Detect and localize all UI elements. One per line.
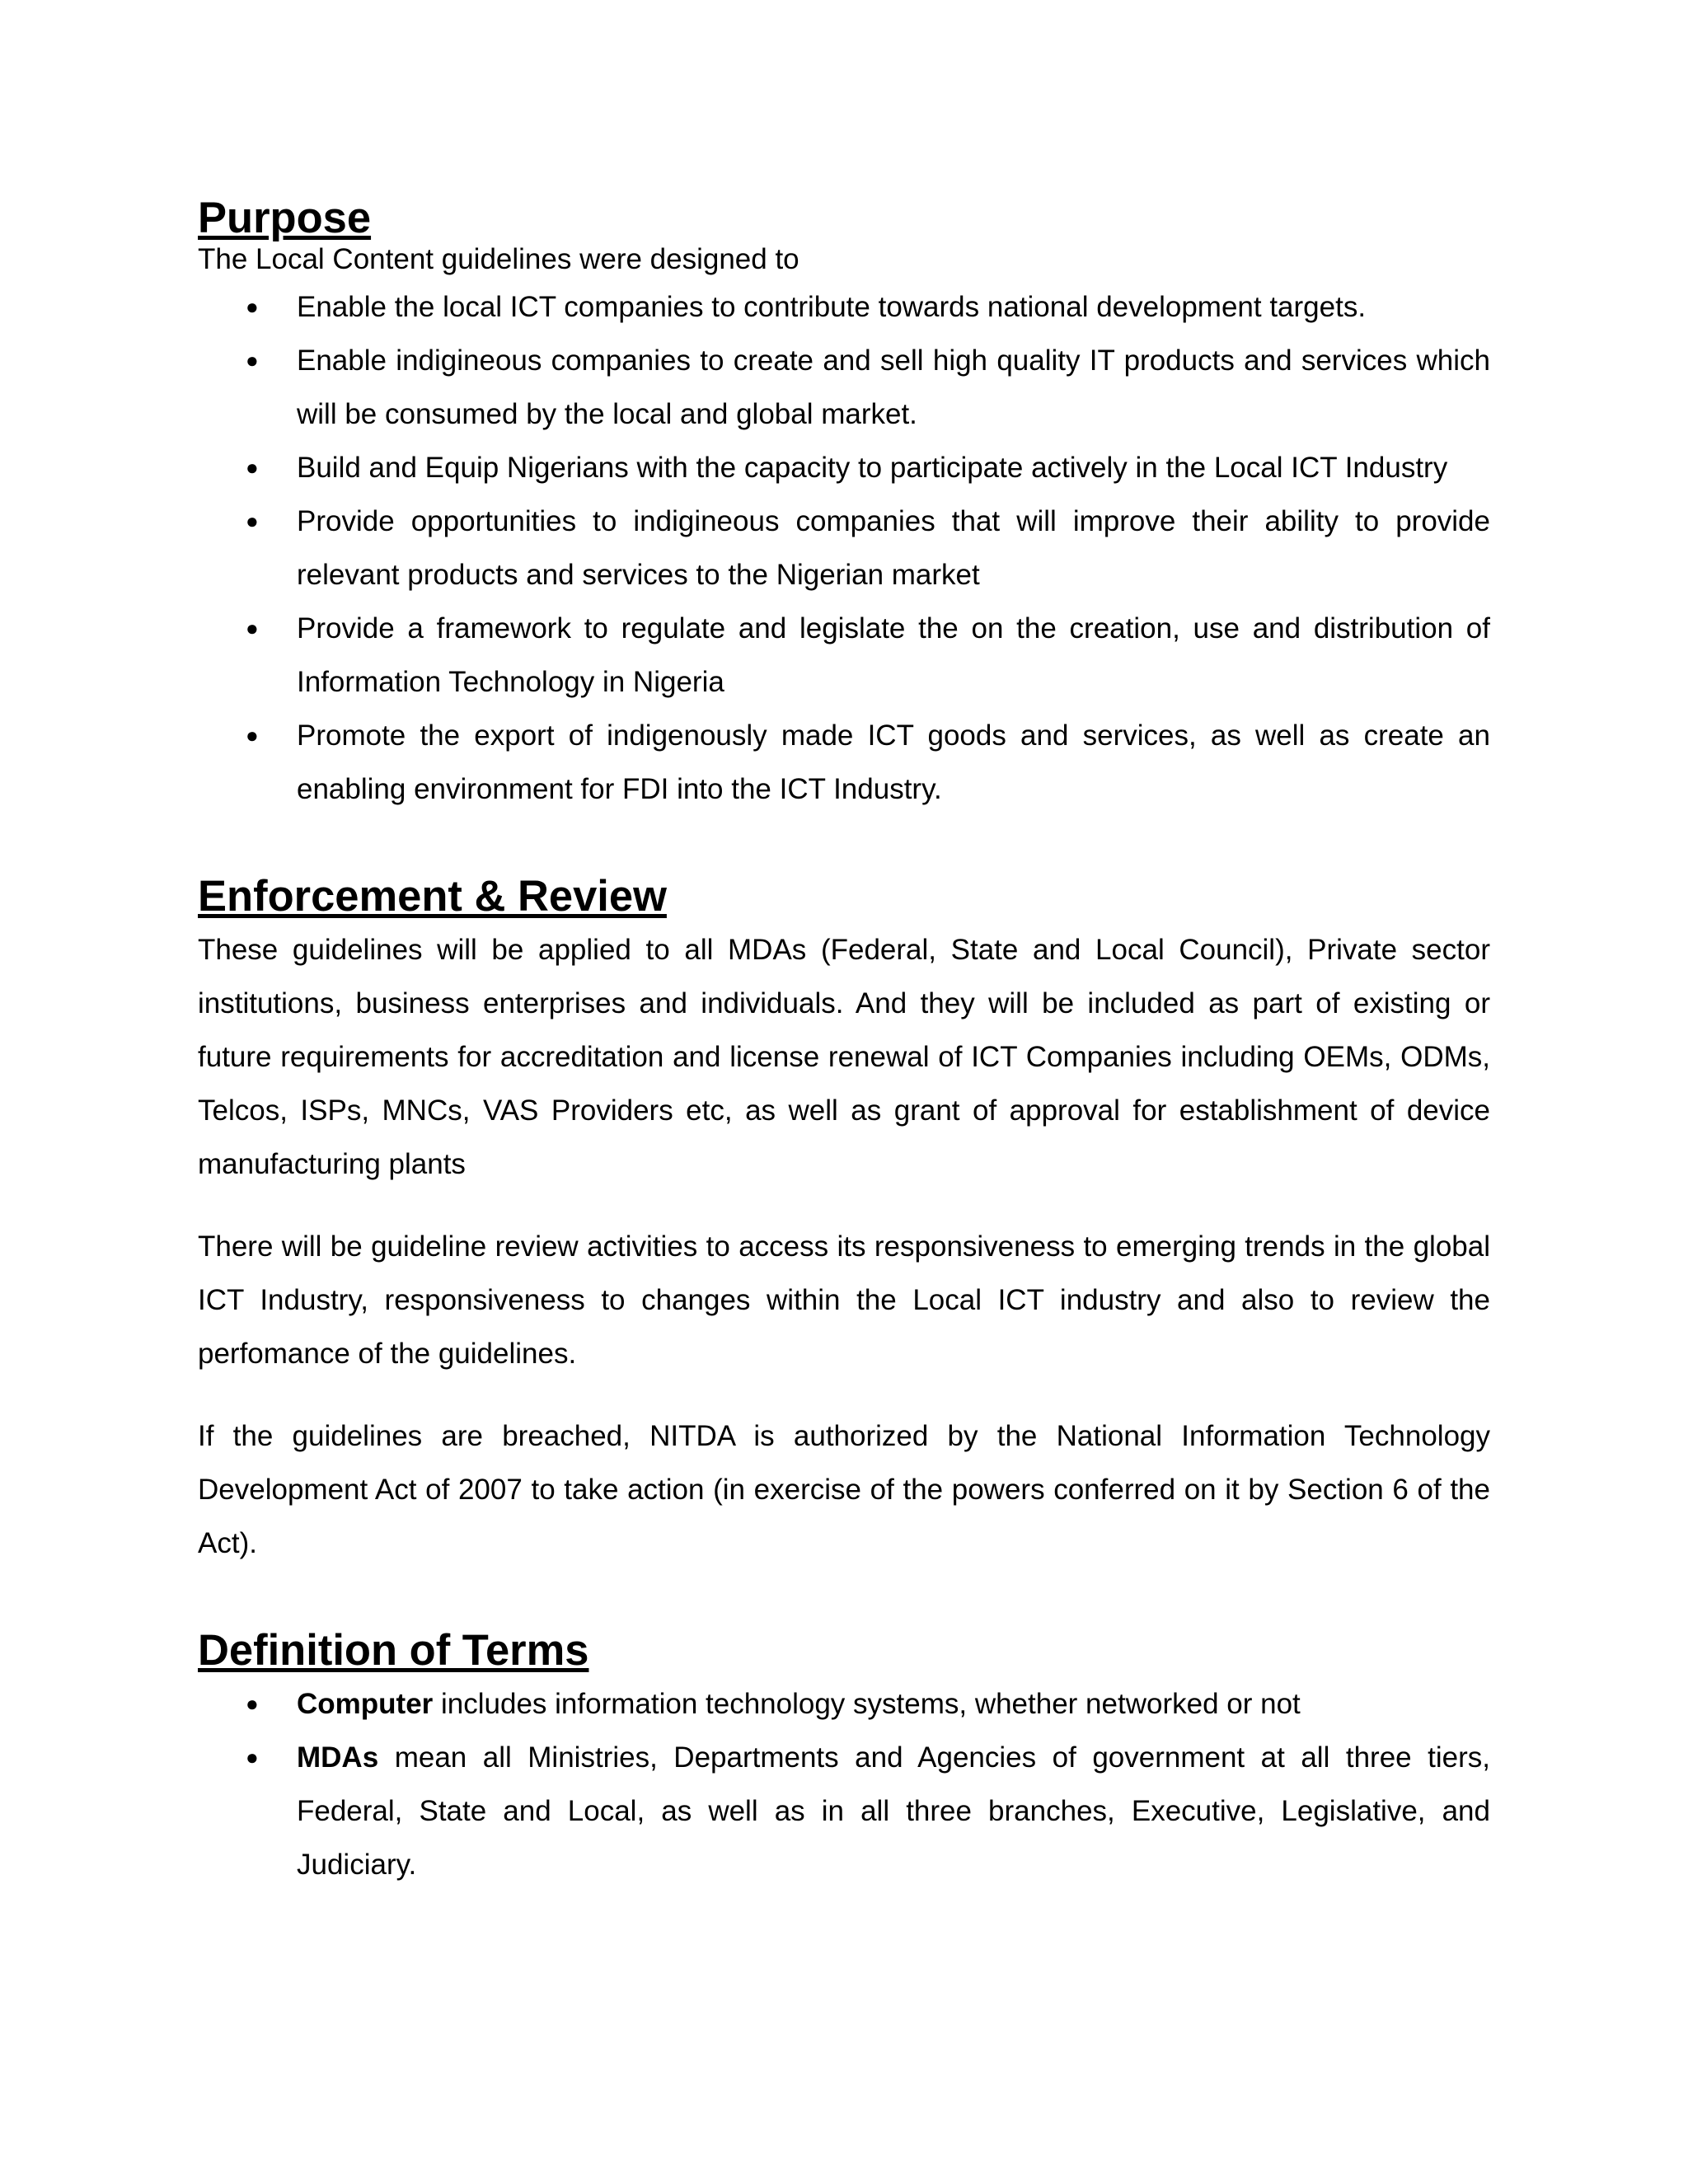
section-spacer: [198, 1570, 1490, 1624]
definitions-section: [198, 1624, 1490, 1891]
enforcement-heading: Enforcement & Review: [198, 872, 667, 921]
paragraph-spacer: [198, 1191, 1490, 1220]
bullet-icon: ●: [246, 723, 259, 748]
definitions-heading: Definition of Terms: [198, 1626, 589, 1675]
list-item: [198, 334, 1490, 441]
bullet-icon: ●: [246, 348, 259, 373]
list-item: [198, 709, 1490, 816]
list-item: [198, 441, 1490, 494]
bullet-icon: ●: [246, 616, 259, 640]
bullet-icon: ●: [246, 455, 259, 480]
bullet-icon: ●: [246, 294, 259, 319]
list-item: [198, 1677, 1490, 1731]
bullet-icon: ●: [246, 1691, 259, 1716]
purpose-heading: Purpose: [198, 194, 372, 242]
bullet-icon: ●: [246, 509, 259, 533]
list-item-text: Build and Equip Nigerians with the capacity to participate actively in the Local ICT Industry: [297, 452, 1448, 484]
definitions-list: [198, 1677, 1490, 1891]
purpose-list: [198, 280, 1490, 816]
enforcement-paragraph-2: There will be guideline review activities to access its responsiveness to emerging trends in the global ICT Industry, responsiveness to changes within the Local ICT industry and also to review the perfomance of the guidelines.: [198, 1230, 1490, 1370]
list-item: [198, 1731, 1490, 1891]
section-spacer: [198, 816, 1490, 869]
paragraph-spacer: [198, 1380, 1490, 1409]
definition-term: Computer: [297, 1688, 434, 1720]
list-item-text: Provide opportunities to indigineous companies that will improve their ability to provide relevant products and services to the Nigerian market: [297, 505, 1490, 591]
definition-text: includes information technology systems, whether networked or not: [433, 1688, 1301, 1720]
definition-term: MDAs: [297, 1741, 379, 1774]
definition-text: mean all Ministries, Departments and Agencies of government at all three tiers, Federal, State and Local, as well as in all three branches, Executive, Legislative, and Judiciary.: [297, 1741, 1490, 1881]
bullet-icon: ●: [246, 1745, 259, 1769]
purpose-section: [198, 194, 1490, 816]
list-item-text: Provide a framework to regulate and legislate the on the creation, use and distribution of Information Technology in Nigeria: [297, 612, 1490, 698]
list-item: [198, 280, 1490, 334]
list-item-text: Enable indigineous companies to create and sell high quality IT products and services which will be consumed by the local and global market.: [297, 344, 1490, 430]
purpose-intro: The Local Content guidelines were designed to: [198, 243, 799, 275]
list-item-text: Enable the local ICT companies to contribute towards national development targets.: [297, 291, 1367, 323]
list-item: [198, 602, 1490, 709]
document-page: [198, 194, 1490, 1891]
enforcement-paragraph-1: These guidelines will be applied to all MDAs (Federal, State and Local Council), Private sector institutions, business enterprises and individuals. And they will be included as part of existing or future requirements for accreditation and license renewal of ICT Companies including OEMs, ODMs, Telcos, ISPs, MNCs, VAS Providers etc, as well as grant of approval for establishment of device manufacturing plants: [198, 934, 1490, 1180]
list-item-text: Promote the export of indigenously made ICT goods and services, as well as create an enabling environment for FDI into the ICT Industry.: [297, 719, 1490, 805]
enforcement-paragraph-3: If the guidelines are breached, NITDA is authorized by the National Information Technology Development Act of 2007 to take action (in exercise of the powers conferred on it by Section 6 of the Act).: [198, 1420, 1490, 1559]
enforcement-section: [198, 869, 1490, 1570]
list-item: [198, 494, 1490, 602]
